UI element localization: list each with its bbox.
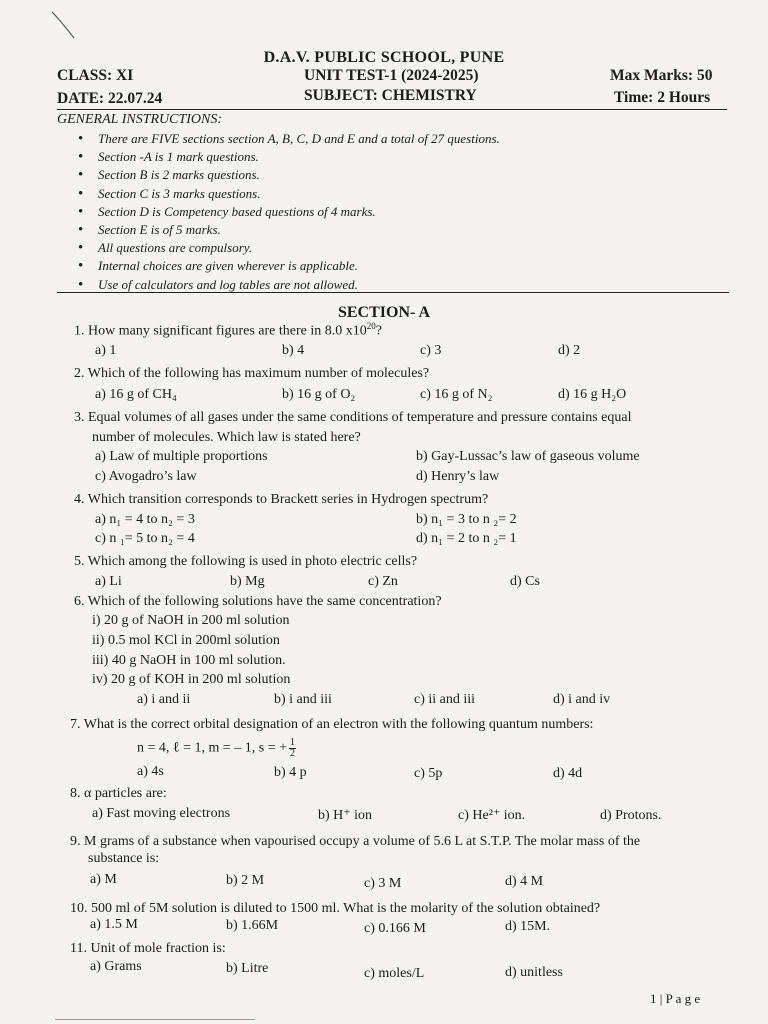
- q6-item-iii: iii) 40 g NaOH in 100 ml solution.: [92, 653, 286, 668]
- q10-option-a: a) 1.5 M: [90, 917, 138, 932]
- question-9-line2: substance is:: [88, 851, 160, 866]
- question-8: 8. α particles are:: [70, 786, 167, 801]
- instruction-item: • Section D is Competency based questions of 4 marks.: [78, 203, 500, 221]
- q6-option-a: a) i and ii: [137, 692, 191, 707]
- q7-option-d: d) 4d: [553, 766, 583, 781]
- q9-option-c: c) 3 M: [364, 876, 402, 891]
- q5-option-c: c) Zn: [368, 574, 398, 589]
- question-3-line2: number of molecules. Which law is stated here?: [92, 430, 361, 445]
- q9-option-d: d) 4 M: [505, 874, 544, 889]
- date-label: DATE: 22.07.24: [57, 90, 163, 107]
- q10-option-c: c) 0.166 M: [364, 921, 426, 936]
- q1-option-c: c) 3: [420, 343, 442, 358]
- question-5: 5. Which among the following is used in photo electric cells?: [74, 554, 418, 569]
- question-4: 4. Which transition corresponds to Brackett series in Hydrogen spectrum?: [74, 492, 489, 507]
- q6-item-iv: iv) 20 g of KOH in 200 ml solution: [92, 672, 291, 687]
- q3-option-d: d) Henry’s law: [416, 469, 500, 484]
- pencil-mark: [50, 10, 78, 40]
- q11-option-c: c) moles/L: [364, 966, 425, 981]
- instruction-item: • Section -A is 1 mark questions.: [78, 148, 500, 166]
- q4-option-c: c) n ₁= 5 to n₂ = 4: [95, 531, 195, 546]
- q7-option-a: a) 4s: [137, 764, 164, 779]
- instructions-title: GENERAL INSTRUCTIONS:: [57, 112, 223, 127]
- page-number: 1 | P a g e: [650, 991, 701, 1006]
- question-3: 3. Equal volumes of all gases under the same conditions of temperature and pressure contains equal: [74, 410, 632, 425]
- instruction-item: • Use of calculators and log tables are not allowed.: [78, 276, 500, 294]
- q2-option-d: d) 16 g H₂O: [558, 387, 627, 402]
- q1-option-b: b) 4: [282, 343, 305, 358]
- q7-fraction: $\frac{1}{2}$: [290, 737, 296, 759]
- q5-option-d: d) Cs: [510, 574, 540, 589]
- footer-line: [55, 1019, 255, 1020]
- instructions-list: [78, 130, 500, 294]
- instruction-item: • Internal choices are given wherever is applicable.: [78, 257, 500, 275]
- q7-quantum-numbers: n = 4, ℓ = 1, m = – 1, s = + $\frac{1}{2}$: [137, 737, 296, 759]
- section-title: SECTION- A: [337, 304, 431, 321]
- question-1: 1. How many significant figures are there in 8.0 $x10^{20}$?: [74, 321, 382, 339]
- q8-option-a: a) Fast moving electrons: [92, 806, 231, 821]
- q9-option-a: a) M: [90, 872, 117, 887]
- q8-option-b: b) H⁺ ion: [318, 808, 373, 823]
- q1-option-a: a) 1: [95, 343, 117, 358]
- instruction-item: • Section C is 3 marks questions.: [78, 185, 500, 203]
- q7-option-b: b) 4 p: [274, 765, 307, 780]
- q10-option-d: d) 15M.: [505, 919, 551, 934]
- instruction-item: • There are FIVE sections section A, B, C, D and E and a total of 27 questions.: [78, 130, 500, 148]
- question-9: 9. M grams of a substance when vapourised occupy a volume of 5.6 L at S.T.P. The molar mass of the: [70, 834, 641, 849]
- q5-option-a: a) Li: [95, 574, 122, 589]
- q7-option-c: c) 5p: [414, 766, 443, 781]
- q6-option-b: b) i and iii: [274, 692, 332, 707]
- q1-option-d: d) 2: [558, 343, 581, 358]
- q2-option-b: b) 16 g of O₂: [282, 387, 356, 402]
- instruction-item: • Section E is of 5 marks.: [78, 221, 500, 239]
- q11-option-b: b) Litre: [226, 961, 269, 976]
- max-marks: Max Marks: 50: [610, 67, 713, 84]
- q6-option-d: d) i and iv: [553, 692, 611, 707]
- q9-option-b: b) 2 M: [226, 873, 265, 888]
- question-6: 6. Which of the following solutions have the same concentration?: [74, 594, 442, 609]
- q11-option-a: a) Grams: [90, 959, 142, 974]
- q4-option-b: b) n₁ = 3 to n ₂= 2: [416, 512, 517, 527]
- time-label: Time: 2 Hours: [614, 89, 711, 106]
- q3-option-c: c) Avogadro’s law: [95, 469, 197, 484]
- question-10: 10. 500 ml of 5M solution is diluted to 1500 ml. What is the molarity of the solution obtained?: [70, 901, 601, 916]
- instructions-divider: [57, 292, 729, 293]
- q6-item-ii: ii) 0.5 mol KCl in 200ml solution: [92, 633, 280, 648]
- q4-option-a: a) n₁ = 4 to n₂ = 3: [95, 512, 195, 527]
- subject-label: SUBJECT: CHEMISTRY: [304, 87, 477, 104]
- q5-option-b: b) Mg: [230, 574, 265, 589]
- school-name: D.A.V. PUBLIC SCHOOL, PUNE: [263, 49, 505, 66]
- q8-option-d: d) Protons.: [600, 808, 662, 823]
- q4-option-d: d) n₁ = 2 to n ₂= 1: [416, 531, 517, 546]
- question-2: 2. Which of the following has maximum number of molecules?: [74, 366, 430, 381]
- question-11: 11. Unit of mole fraction is:: [70, 941, 226, 956]
- instruction-item: • All questions are compulsory.: [78, 239, 500, 257]
- q11-option-d: d) unitless: [505, 965, 563, 980]
- q3-option-b: b) Gay-Lussac’s law of gaseous volume: [416, 449, 640, 464]
- test-title: UNIT TEST-1 (2024-2025): [304, 67, 479, 84]
- question-7: 7. What is the correct orbital designation of an electron with the following quantum numbers:: [70, 717, 594, 732]
- q3-option-a: a) Law of multiple proportions: [95, 449, 268, 464]
- q2-option-c: c) 16 g of N₂: [420, 387, 493, 402]
- header-divider: [57, 109, 727, 110]
- q10-option-b: b) 1.66M: [226, 918, 279, 933]
- q2-option-a: a) 16 g of CH₄: [95, 387, 177, 402]
- q6-option-c: c) ii and iii: [414, 692, 476, 707]
- q8-option-c: c) He²⁺ ion.: [458, 808, 526, 823]
- q6-item-i: i) 20 g of NaOH in 200 ml solution: [92, 613, 290, 628]
- instruction-item: • Section B is 2 marks questions.: [78, 166, 500, 184]
- class-label: CLASS: XI: [57, 67, 134, 84]
